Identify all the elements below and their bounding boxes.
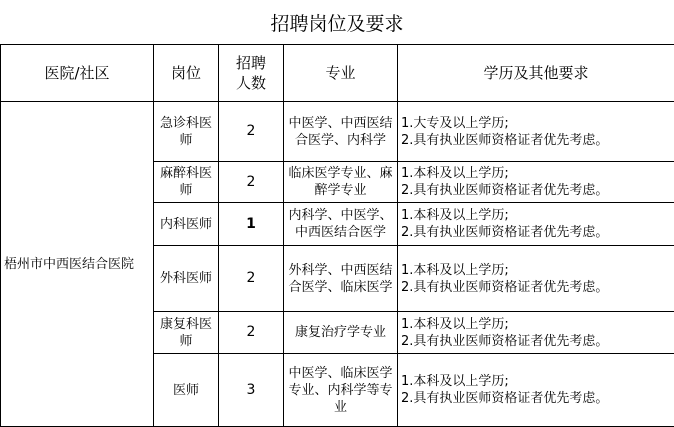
requirements-cell [398, 246, 674, 312]
requirement-line: 2.具有执业医师资格证者优先考虑。 [401, 224, 671, 241]
requirement-line: 2.具有执业医师资格证者优先考虑。 [401, 132, 671, 149]
header-requirements: 学历及其他要求 [398, 45, 674, 102]
page-title: 招聘岗位及要求 [0, 0, 674, 44]
major-cell: 康复治疗学专业 [284, 312, 398, 354]
count-cell: 2 [219, 102, 284, 162]
table-header-row [1, 45, 674, 102]
position-cell: 外科医师 [154, 246, 219, 312]
position-cell: 麻醉科医师 [154, 162, 219, 203]
major-cell: 内科学、中医学、中西医结合医学 [284, 203, 398, 246]
count-cell: 2 [219, 162, 284, 203]
requirement-line: 2.具有执业医师资格证者优先考虑。 [401, 279, 671, 296]
position-cell: 医师 [154, 354, 219, 427]
header-count: 招聘 人数 [219, 45, 284, 102]
requirement-line: 1.本科及以上学历; [401, 262, 671, 279]
header-major: 专业 [284, 45, 398, 102]
requirement-line: 1.大专及以上学历; [401, 115, 671, 132]
hospital-name: 梧州市中西医结合医院 [1, 102, 154, 427]
requirement-line: 2.具有执业医师资格证者优先考虑。 [401, 182, 671, 199]
position-cell: 急诊科医师 [154, 102, 219, 162]
count-cell: 2 [219, 312, 284, 354]
requirements-cell [398, 354, 674, 427]
major-cell: 临床医学专业、麻醉学专业 [284, 162, 398, 203]
count-cell: 1 [219, 203, 284, 246]
requirement-line: 2.具有执业医师资格证者优先考虑。 [401, 390, 671, 407]
requirements-cell [398, 312, 674, 354]
requirement-line: 1.本科及以上学历; [401, 207, 671, 224]
count-cell: 3 [219, 354, 284, 427]
recruitment-table [0, 44, 674, 427]
requirement-line: 1.本科及以上学历; [401, 373, 671, 390]
major-cell: 中医学、中西医结合医学、内科学 [284, 102, 398, 162]
requirement-line: 1.本科及以上学历; [401, 165, 671, 182]
major-cell: 外科学、中西医结合医学、临床医学 [284, 246, 398, 312]
count-cell: 2 [219, 246, 284, 312]
position-cell: 内科医师 [154, 203, 219, 246]
table-row [1, 102, 674, 162]
position-cell: 康复科医师 [154, 312, 219, 354]
requirements-cell [398, 162, 674, 203]
requirements-cell [398, 102, 674, 162]
header-position: 岗位 [154, 45, 219, 102]
header-hospital: 医院/社区 [1, 45, 154, 102]
requirement-line: 2.具有执业医师资格证者优先考虑。 [401, 333, 671, 350]
requirements-cell [398, 203, 674, 246]
major-cell: 中医学、临床医学专业、内科学等专业 [284, 354, 398, 427]
requirement-line: 1.本科及以上学历; [401, 316, 671, 333]
